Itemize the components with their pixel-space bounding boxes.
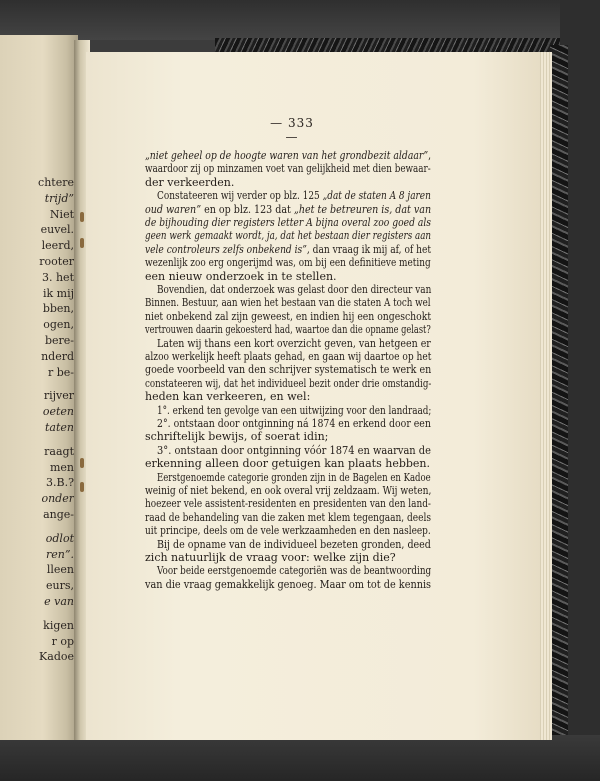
- left-page-fragment: rooter: [39, 254, 74, 268]
- text-line: uit principe, deels om de vele werkzaamheden en den nasleep.: [145, 524, 431, 538]
- left-page-fragment: nderd: [41, 349, 74, 363]
- left-page-fragment: chtere: [38, 176, 74, 189]
- background-top: [0, 0, 600, 40]
- text-line: Eerstgenoemde categorie gronden zijn in de Bagelen en Kadoe: [157, 470, 431, 484]
- text-line: niet onbekend zal zijn geweest, en indien hij een ongeschokt: [145, 309, 432, 323]
- text-line: wezenlijk zoo erg ongerijmd was, om bij een definitieve meting: [145, 256, 431, 270]
- left-page-fragment: rijver: [43, 389, 74, 403]
- left-page-fragment: Niet: [49, 207, 74, 221]
- text-line: oud waren” en op blz. 123 dat „het te betreuren is, dat van: [145, 202, 432, 216]
- left-page-fragment: 3. het: [41, 270, 74, 284]
- left-page-fragment: eurs,: [46, 579, 74, 593]
- binding-thread: [80, 238, 84, 248]
- page-number: — 333 —: [270, 116, 314, 144]
- text-line: 1°. erkend ten gevolge van een uitwijzing voor den landraad;: [157, 403, 432, 417]
- page-edges: [540, 52, 552, 740]
- text-line: Constateeren wij verder op blz. 125 „dat de staten A 8 jaren: [157, 189, 431, 203]
- text-line: Bij de opname van de individueel bezeten gronden, deed: [157, 537, 431, 551]
- binding-thread: [80, 482, 84, 492]
- text-line: alzoo werkelijk heeft plaats gehad, en gaan wij daartoe op het: [145, 350, 432, 363]
- text-line: van die vraag gemakkelijk genoeg. Maar om tot de kennis: [145, 577, 432, 591]
- text-line: vertrouwen daarin gekoesterd had, waartoe dan die opname gelast?: [145, 323, 431, 337]
- text-line: waardoor zij op minzamen voet van gelijkheid met dien bewaar-: [145, 162, 431, 176]
- left-page-fragment: euvel.: [40, 223, 74, 237]
- left-page-fragment: ik mij: [42, 286, 74, 300]
- left-page-fragment: trijd”: [44, 191, 74, 205]
- left-page-fragment: bben,: [42, 302, 74, 316]
- left-page-fragment: men: [49, 460, 74, 474]
- text-line: Voor beide eerstgenoemde categoriën was de beantwoording: [157, 564, 432, 578]
- left-page-fragment: lleen: [46, 563, 74, 577]
- text-line: der verkeerden.: [145, 175, 235, 189]
- left-page-fragment: e van: [44, 594, 74, 608]
- left-page-text-fragments: [0, 175, 74, 665]
- left-page-fragment: raagt: [44, 444, 74, 458]
- text-line: een nieuw onderzoek in te stellen.: [145, 269, 337, 283]
- page-body-text: [145, 148, 432, 591]
- text-line: 2°. ontstaan door ontginning ná 1874 en erkend door een: [157, 417, 431, 430]
- text-line: geen werk gemaakt wordt, ja, dat het bestaan dier registers aan: [145, 229, 432, 243]
- left-page-fragment: 3.B.?: [46, 476, 74, 490]
- text-line: schriftelijk bewijs, of soerat idin;: [145, 430, 329, 444]
- text-line: Laten wij thans een kort overzicht geven, van hetgeen er: [157, 336, 431, 350]
- text-line: „niet geheel op de hoogte waren van het grondbezit aldaar”,: [145, 149, 432, 162]
- marbled-cover-top: [215, 38, 560, 52]
- text-line: Binnen. Bestuur, aan wien het bestaan van die staten A toch wel: [145, 296, 431, 310]
- text-line: hoezeer vele assistent-residenten en presidenten van den land-: [145, 497, 431, 511]
- text-line: Bovendien, dat onderzoek was gelast door den directeur van: [157, 283, 432, 296]
- text-line: erkenning alleen door getuigen kan plaats hebben.: [145, 457, 431, 471]
- left-page-fragment: taten: [45, 420, 74, 434]
- left-facing-page: [0, 35, 78, 740]
- left-page-fragment: Kadoe: [39, 650, 74, 664]
- left-page-fragment: odlot: [45, 531, 74, 545]
- left-page-fragment: r be-: [47, 365, 74, 379]
- left-page-fragment: leerd,: [41, 239, 74, 253]
- left-page-fragment: kigen: [43, 618, 74, 632]
- background-bottom: [0, 735, 600, 781]
- left-page-fragment: onder: [41, 492, 74, 506]
- text-line: constateeren wij, dat het individueel bezit onder drie omstandig-: [145, 376, 432, 390]
- left-page-fragment: ogen,: [43, 318, 74, 332]
- text-line: vele controleurs zelfs onbekend is”, dan vraag ik mij af, of het: [145, 242, 432, 256]
- left-page-fragment: oeten: [42, 405, 74, 419]
- left-page-fragment: ren”.: [46, 547, 74, 561]
- text-line: heden kan verkeeren, en wel:: [145, 390, 311, 404]
- text-line: goede voorbeeld van den schrijver systematisch te werk en: [145, 363, 432, 377]
- marbled-cover-right: [550, 45, 568, 735]
- binding-thread: [80, 458, 84, 468]
- left-page-fragment: ange-: [43, 507, 74, 521]
- left-page-fragment: bere-: [44, 333, 74, 347]
- text-line: zich natuurlijk de vraag voor: welke zijn die?: [145, 551, 396, 564]
- left-page-fragment: r op: [51, 634, 74, 648]
- text-line: weinig of niet bekend, en ook overal vrij zeldzaam. Wij weten,: [145, 484, 432, 497]
- text-line: 3°. ontstaan door ontginning vóór 1874 en waarvan de: [157, 443, 431, 457]
- text-line: de bijhouding dier registers letter A bijna overal zoo goed als: [145, 216, 431, 229]
- text-line: raad de behandeling van die zaken met klem tegengaan, deels: [145, 510, 431, 524]
- binding-thread: [80, 212, 84, 222]
